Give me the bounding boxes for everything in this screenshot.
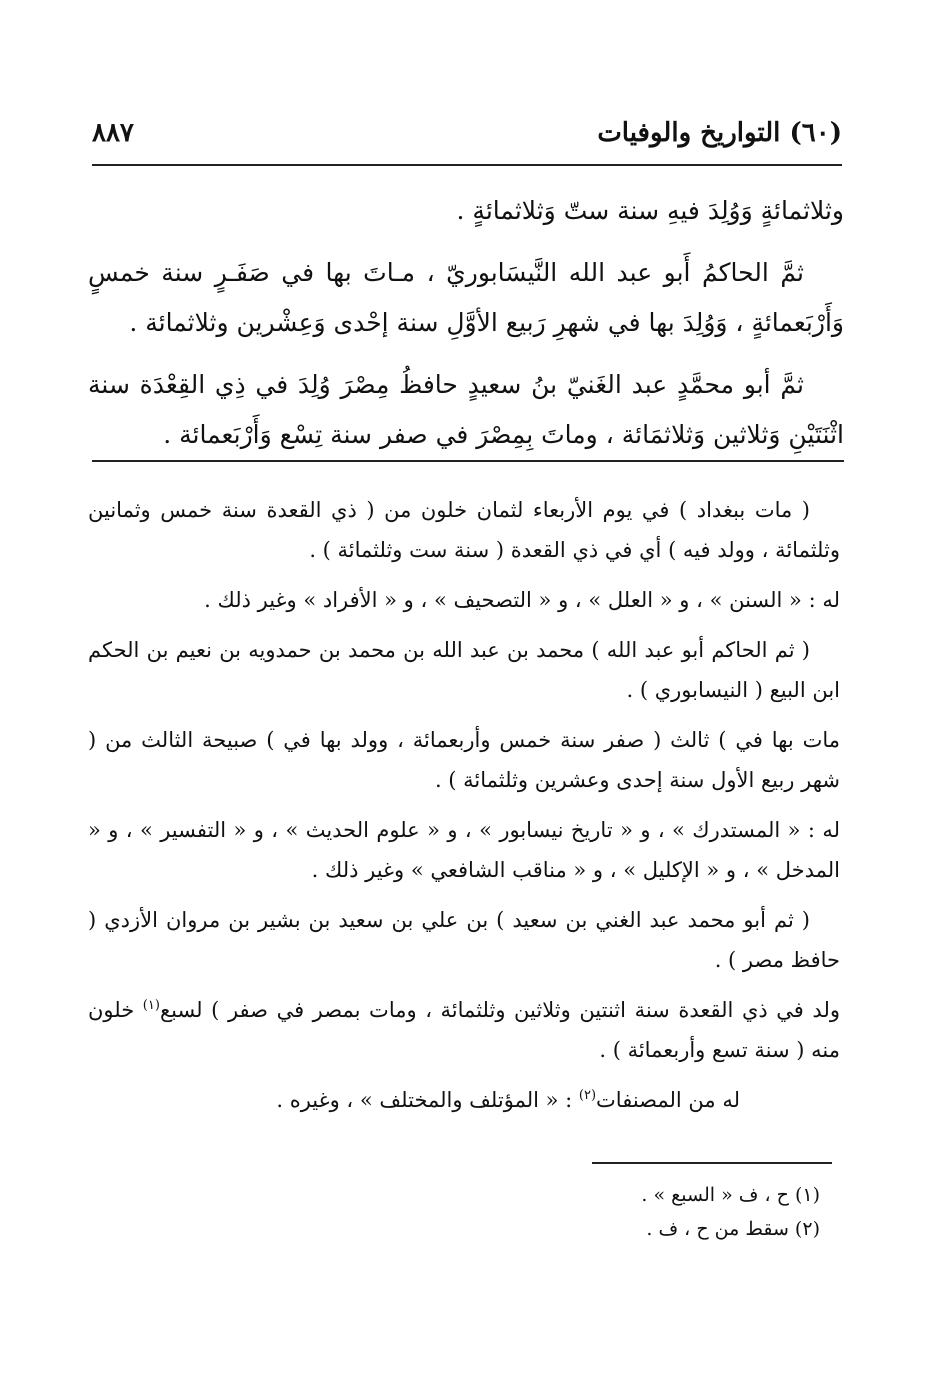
commentary-text: : « المؤتلف والمختلف » ، وغيره . — [276, 1088, 579, 1112]
footnotes — [400, 1178, 820, 1246]
commentary-paragraph — [88, 1080, 840, 1120]
footnote-marker[interactable]: (١) — [142, 998, 160, 1013]
commentary-text: ولد في ذي القعدة سنة اثنتين وثلاثين وثلثمائة ، ومات بمصر في صفر ) لسبع — [159, 998, 840, 1022]
footnote: (٢) سقط من ح ، ف . — [646, 1218, 820, 1240]
main-paragraph: ثمَّ أبو محمَّدٍ عبد الغَنيّ بنُ سعيدٍ حافظُ مِصْرَ وُلِدَ في ذِي القِعْدَة سنة اثْنَتَيْنِ وَثلاثين وَثلاثمَائة ، وماتَ بِمِصْرَ في صفر سنة تِسْع وَأَرْبَعمائة . — [88, 370, 844, 449]
commentary-paragraph: ( ثم الحاكم أبو عبد الله ) محمد بن عبد الله بن محمد بن حمدويه بن نعيم بن الحكم ابن البيع ( النيسابوري ) . — [88, 638, 840, 702]
footnote-divider — [592, 1162, 832, 1164]
commentary-paragraph: له : « السنن » ، و « العلل » ، و « التصحيف » ، و « الأفراد » وغير ذلك . — [204, 588, 840, 612]
main-paragraph: وثلاثمائةٍ وَوُلِدَ فيهِ سنة ستّ وَثلاثمائةٍ . — [456, 196, 844, 225]
commentary-paragraph: مات بها في ) ثالث ( صفر سنة خمس وأربعمائة ، وولد بها في ) صبيحة الثالث من ( شهر ربيع الأول سنة إحدى وعشرين وثلثمائة ) . — [88, 728, 840, 792]
footnote-marker[interactable]: (٢) — [578, 1088, 597, 1103]
commentary-paragraph — [88, 990, 840, 1070]
commentary-text: خلون منه ( سنة تسع وأربعمائة ) . — [88, 998, 840, 1062]
commentary-paragraph: ( ثم أبو محمد عبد الغني بن سعيد ) بن علي بن سعيد بن بشير بن مروان الأزدي ( حافظ مصر ) . — [88, 908, 840, 972]
main-text-divider — [92, 460, 844, 462]
commentary — [88, 490, 840, 1130]
footnote: (١) ح ، ف « السبع » . — [641, 1184, 820, 1206]
running-header — [92, 118, 842, 164]
page-number: ٨٨٧ — [92, 118, 134, 148]
main-paragraph: ثمَّ الحاكمُ أَبو عبد الله النَّيسَابوريّ ، مـاتَ بها في صَفَـرٍ سنة خمسٍ وَأَرْبَعمائةٍ ، وَوُلِدَ بها في شهرِ رَبيع الأوَّلِ سنة إحْدى وَعِشْرين وثلاثمائة . — [88, 258, 844, 337]
header-divider — [92, 164, 842, 166]
chapter-title: (٦٠) التواريخ والوفيات — [597, 118, 842, 148]
main-text — [88, 186, 844, 472]
commentary-paragraph: ( مات ببغداد ) في يوم الأربعاء لثمان خلون من ( ذي القعدة سنة خمس وثمانين وثلثمائة ، وولد فيه ) أي في ذي القعدة ( سنة ست وثلثمائة ) . — [88, 498, 840, 562]
commentary-paragraph: له : « المستدرك » ، و « تاريخ نيسابور » ، و « علوم الحديث » ، و « التفسير » ، و « المدخل » ، و « الإكليل » ، و « مناقب الشافعي » وغير ذلك . — [88, 818, 840, 882]
commentary-text: له من المصنفات — [596, 1088, 740, 1112]
